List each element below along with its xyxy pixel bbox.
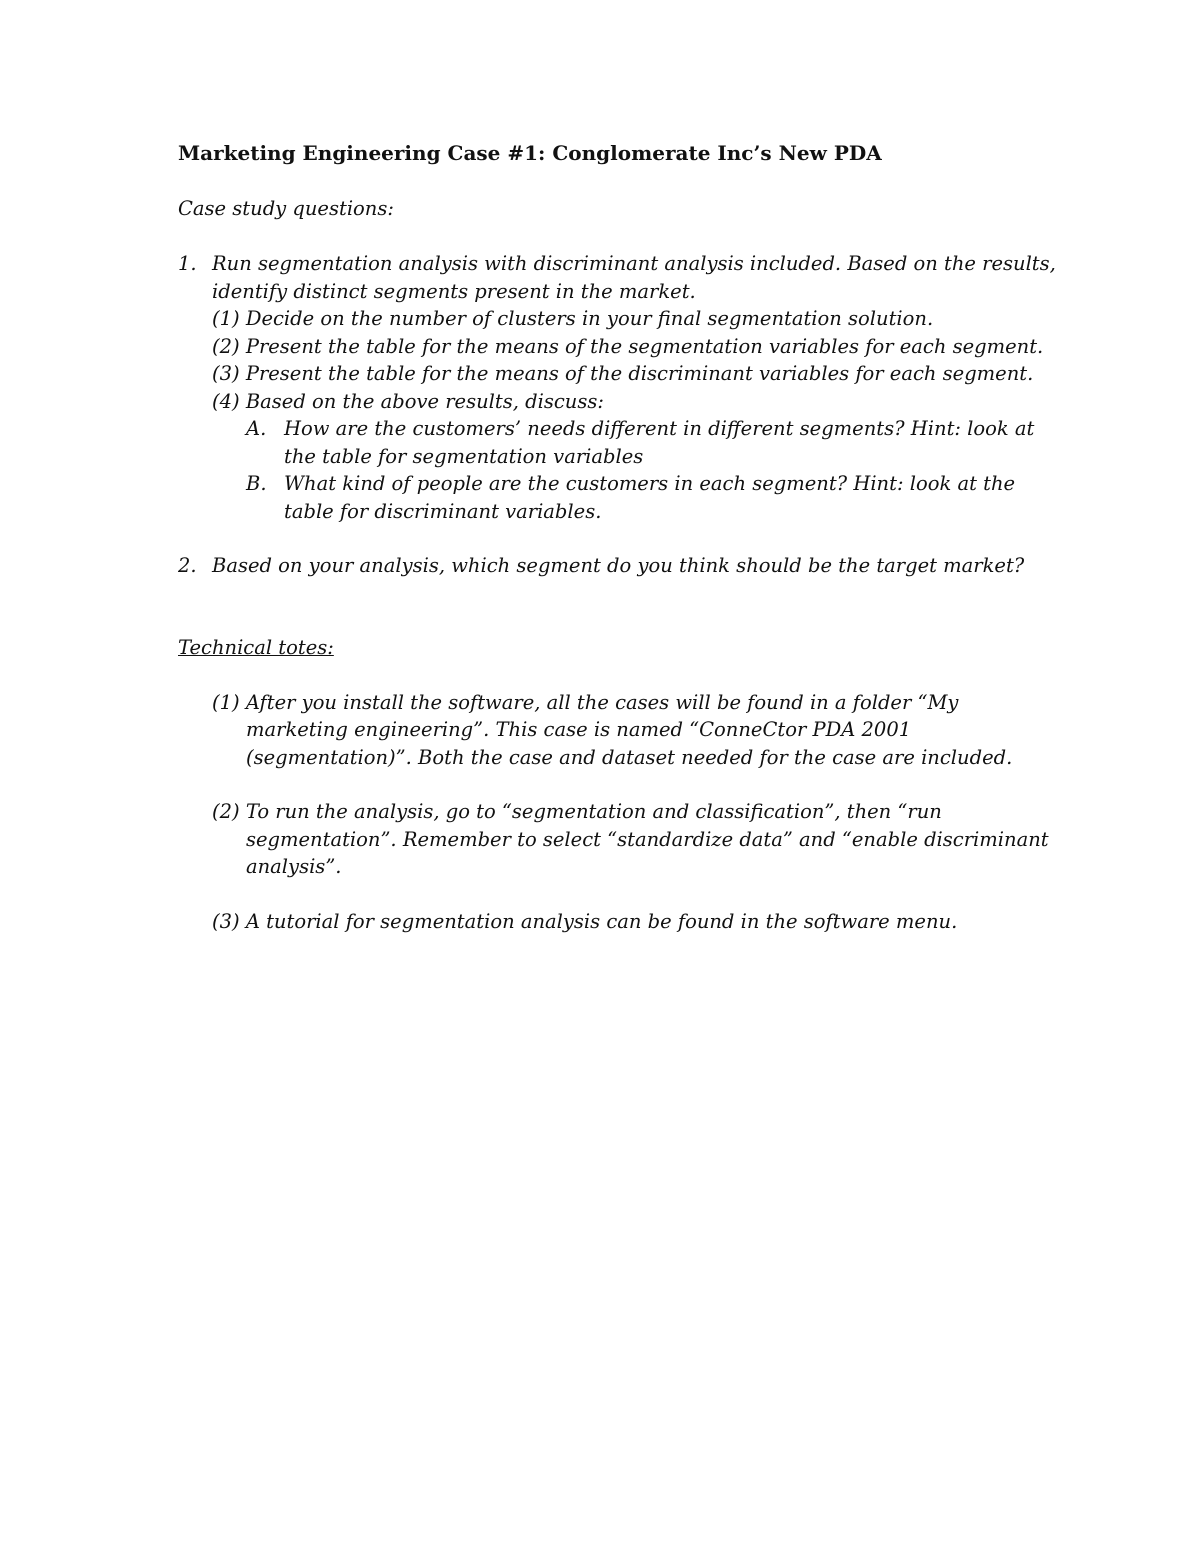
- discussion-list: [212, 415, 1058, 525]
- technical-note-3: (3) A tutorial for segmentation analysis can be found in the software menu.: [212, 909, 958, 933]
- case-questions-heading: Case study questions:: [178, 197, 394, 220]
- document-content: [178, 140, 1058, 935]
- technical-note-2: (2) To run the analysis, go to “segmentation and classification”, then “run segmentation”. Remember to select “standardize data” and “enable discriminant analysis”.: [212, 800, 1049, 878]
- question-number: 2.: [178, 554, 197, 577]
- discussion-text: How are the customers’ needs different in different segments? Hint: look at the table for segmentation variables: [284, 417, 1035, 468]
- subquestion-1: (1) Decide on the number of clusters in your final segmentation solution.: [212, 307, 934, 330]
- discussion-item-a: [212, 415, 1058, 470]
- technical-notes-heading: Technical totes:: [178, 635, 334, 659]
- question-item-2: [178, 552, 1058, 580]
- document-title: Marketing Engineering Case #1: Conglomerate Inc’s New PDA: [178, 141, 882, 165]
- question-item-1: [178, 250, 1058, 525]
- question-text: Run segmentation analysis with discriminant analysis included. Based on the results, identify distinct segments present in the market.: [212, 252, 1056, 303]
- discussion-item-b: [212, 470, 1058, 525]
- technical-note-1: (1) After you install the software, all the cases will be found in a folder “My marketing engineering”. This case is named “ConneCtor PDA 2001 (segmentation)”. Both the case and dataset needed for the case are included.: [212, 690, 1013, 769]
- subquestion-3: (3) Present the table for the means of the discriminant variables for each segment.: [212, 362, 1034, 385]
- technical-notes-list: [178, 689, 1058, 936]
- subquestion-4: (4) Based on the above results, discuss:: [212, 389, 604, 413]
- question-text: Based on your analysis, which segment do you think should be the target market?: [212, 554, 1025, 577]
- question-number: 1.: [178, 252, 197, 275]
- discussion-text: What kind of people are the customers in each segment? Hint: look at the table for discriminant variables.: [284, 472, 1016, 523]
- discussion-letter: A.: [246, 417, 267, 440]
- discussion-letter: B.: [246, 472, 267, 495]
- question-list: [178, 250, 1058, 580]
- subquestion-2: (2) Present the table for the means of the segmentation variables for each segment.: [212, 334, 1044, 358]
